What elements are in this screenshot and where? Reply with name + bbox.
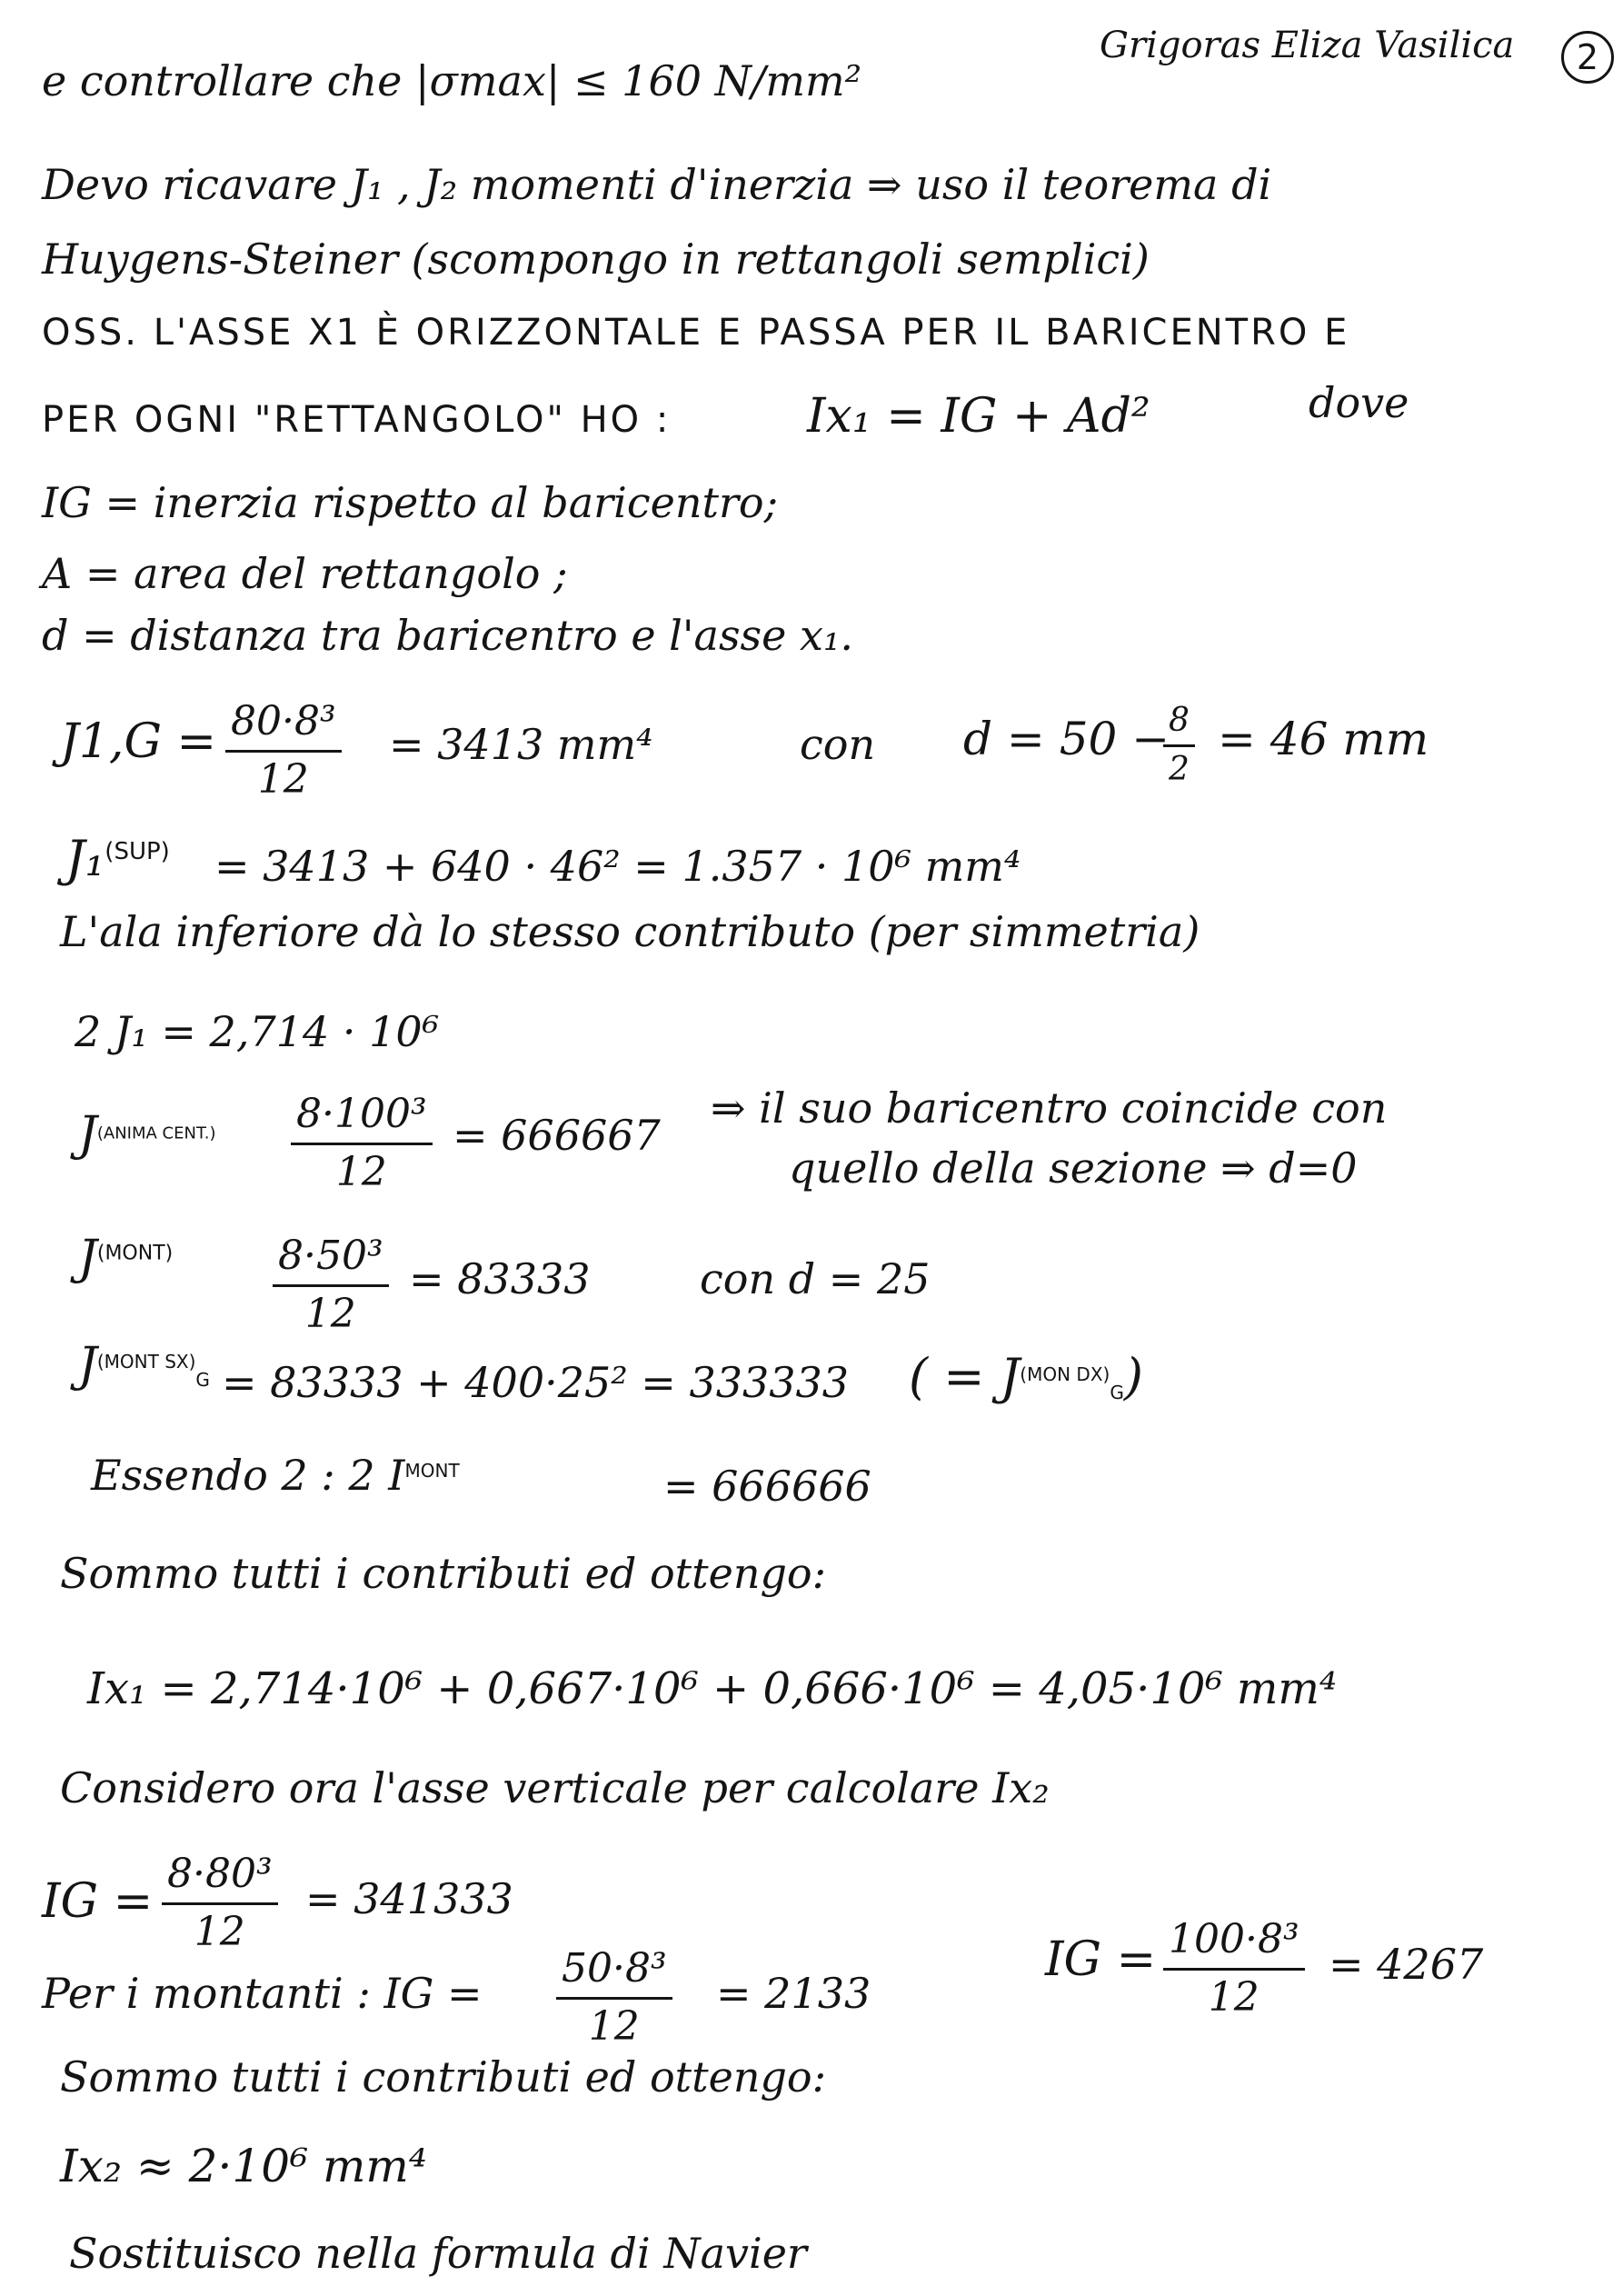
f4-fraction [162,1851,278,1955]
f6-lhs: IG = [1045,1932,1157,1987]
f3-denominator: 12 [304,1291,356,1337]
line-def-a: A = area del rettangolo ; [42,549,568,598]
f6-numerator: 100·8³ [1163,1916,1305,1971]
line-ala-inferiore: L'ala inferiore dà lo stesso contributo (per simmetria) [60,907,1200,956]
f4-lhs: IG = [42,1874,154,1929]
f1-numerator: 80·8³ [225,698,342,753]
line-ix2: Ix₂ ≈ 2·10⁶ mm⁴ [60,2140,427,2192]
f2-fraction [291,1091,433,1195]
l10-sup: (SUP) [105,837,170,865]
l17-sup: MONT [404,1460,460,1482]
line-considero: Considero ora l'asse verticale per calcolare Ix₂ [60,1763,1050,1812]
f6-fraction [1163,1916,1305,2021]
l16-paren [909,1348,1143,1405]
l16-lhs [78,1338,210,1393]
f5-rhs: = 2133 [716,1969,871,2018]
f1-d-lhs: d = 50 − [963,713,1170,765]
line-sommo-2: Sommo tutti i contributi ed ottengo: [60,2052,827,2101]
l17-rhs: = 666666 [663,1462,871,1511]
f4-rhs: = 341333 [305,1874,513,1923]
line-navier: Sostituisco nella formula di Navier [69,2229,807,2278]
f3-con: con d = 25 [700,1254,931,1303]
f2-lhs [78,1107,216,1162]
line-oss: OSS. L'ASSE X1 È ORIZZONTALE E PASSA PER IL BARICENTRO E [42,312,1350,354]
f3-lhs [78,1231,174,1285]
f2-denominator: 12 [335,1149,387,1195]
f3-numerator: 8·50³ [273,1233,389,1287]
f5-numerator: 50·8³ [556,1945,672,2000]
f1-d-numerator: 8 [1163,702,1195,747]
f1-denominator: 12 [257,756,309,803]
f3-symbol: J [78,1231,97,1285]
l16-paren-sup: (MON DX) [1020,1363,1110,1385]
f4-numerator: 8·80³ [162,1851,278,1905]
l16-paren-close: ) [1123,1348,1143,1405]
page-number: 2 [1561,31,1614,84]
l16-sub: G [195,1369,210,1391]
f4-denominator: 12 [194,1909,245,1955]
line-sommo-1: Sommo tutti i contributi ed ottengo: [60,1549,827,1598]
f2-symbol: J [78,1107,97,1162]
f2-sup: (ANIMA CENT.) [96,1123,216,1143]
f1-d-denominator: 2 [1169,751,1190,788]
f2-rhs: = 666667 [453,1111,661,1160]
f3-sup: (MONT) [96,1242,174,1265]
f1-rhs: = 3413 mm⁴ [389,720,653,769]
f1-d-fraction [1163,702,1195,788]
line-condition: e controllare che |σmax| ≤ 160 N/mm² [42,56,862,105]
l17 [91,1451,460,1500]
l16-paren-sub: G [1110,1382,1124,1403]
line-steiner-formula: Ix₁ = IG + Ad² [807,389,1150,444]
line-2j1: 2 J₁ = 2,714 · 10⁶ [75,1007,440,1056]
f2-note-1: ⇒ il suo baricentro coincide con [711,1083,1388,1133]
f2-numerator: 8·100³ [291,1091,433,1145]
line-huygens: Huygens-Steiner (scompongo in rettangoli semplici) [42,235,1150,284]
f3-rhs: = 83333 [409,1254,591,1303]
line-ix1: Ix₁ = 2,714·10⁶ + 0,667·10⁶ + 0,666·10⁶ = 4,05·10⁶ mm⁴ [87,1663,1338,1714]
f1-fraction [225,698,342,803]
f5-lhs: Per i montanti : IG = [42,1969,483,2018]
f6-denominator: 12 [1208,1974,1260,2021]
f1-con: con [800,720,876,769]
f1-d-rhs: = 46 mm [1218,713,1429,765]
f1-lhs: J1,G = [60,714,217,769]
l16-sup: (MONT SX) [96,1351,196,1373]
f3-fraction [273,1233,389,1337]
line-def-d: d = distanza tra baricentro e l'asse x₁. [42,611,854,660]
l16-rhs: = 83333 + 400·25² = 333333 [222,1358,850,1407]
l16-paren-open: ( = J [909,1348,1021,1405]
l10-lhs [65,830,170,887]
f5-denominator: 12 [588,2003,640,2050]
line-def-ig: IG = inerzia rispetto al baricentro; [42,478,779,527]
f6-rhs: = 4267 [1329,1940,1484,1989]
l10-rhs: = 3413 + 640 · 46² = 1.357 · 10⁶ mm⁴ [214,842,1021,891]
author-name: Grigoras Eliza Vasilica [1100,25,1515,66]
line-dove: dove [1309,378,1409,427]
l10-symbol: J₁ [65,830,105,887]
l16-symbol: J [78,1338,97,1393]
line-devo-ricavare: Devo ricavare J₁ , J₂ momenti d'inerzia ⇒ uso il teorema di [42,160,1272,209]
f5-fraction [556,1945,672,2050]
f2-note-2: quello della sezione ⇒ d=0 [789,1143,1358,1193]
l17-text: Essendo 2 : 2 I [91,1451,405,1500]
line-per-ogni: PER OGNI "RETTANGOLO" HO : [42,399,672,441]
